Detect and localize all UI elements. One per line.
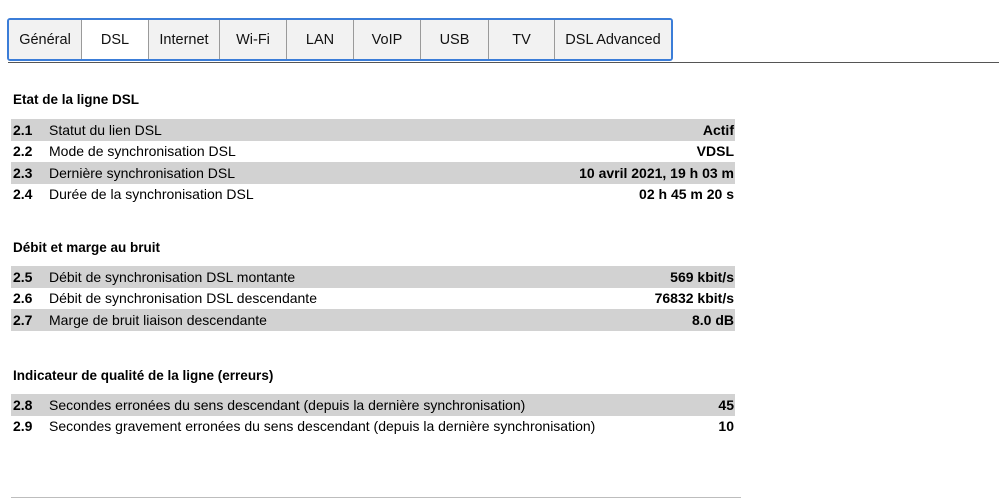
row-number: 2.7 <box>13 311 33 328</box>
row-value: 02 h 45 m 20 s <box>639 186 734 203</box>
tab-list <box>7 18 673 61</box>
row-number: 2.4 <box>13 186 33 203</box>
tab-bar <box>0 0 999 64</box>
table-row <box>11 394 735 416</box>
tab-tv[interactable]: TV <box>489 20 555 59</box>
table-row <box>11 309 735 331</box>
row-label: Durée de la synchronisation DSL <box>49 186 254 203</box>
row-value: 45 <box>718 396 734 413</box>
tab-lan[interactable]: LAN <box>287 20 354 59</box>
row-label: Dernière synchronisation DSL <box>49 164 235 181</box>
section-title-rate-and-noise-margin: Débit et marge au bruit <box>13 240 161 255</box>
tab-dsl-advanced[interactable]: DSL Advanced <box>555 20 671 59</box>
table-row <box>11 416 735 438</box>
tab-general[interactable]: Général <box>9 20 82 59</box>
row-label: Marge de bruit liaison descendante <box>49 311 267 328</box>
row-label: Mode de synchronisation DSL <box>49 143 236 160</box>
row-number: 2.8 <box>13 396 33 413</box>
tab-usb[interactable]: USB <box>421 20 489 59</box>
footer-divider <box>11 497 741 498</box>
row-number: 2.3 <box>13 164 33 181</box>
section-title-line-quality-errors: Indicateur de qualité de la ligne (erreurs) <box>13 368 274 383</box>
table-row <box>11 141 735 163</box>
table-row <box>11 288 735 310</box>
row-value: 10 avril 2021, 19 h 03 m <box>579 164 734 181</box>
row-number: 2.1 <box>13 121 33 138</box>
dsl-line-state-table <box>11 119 735 205</box>
rate-and-noise-margin-table <box>11 266 735 331</box>
row-label: Débit de synchronisation DSL descendante <box>49 290 317 307</box>
section-title-dsl-line-state: Etat de la ligne DSL <box>13 92 140 107</box>
row-number: 2.2 <box>13 143 33 160</box>
table-row <box>11 266 735 288</box>
row-number: 2.6 <box>13 290 33 307</box>
row-label: Secondes erronées du sens descendant (depuis la dernière synchronisation) <box>49 396 526 413</box>
tab-dsl[interactable]: DSL <box>82 20 149 59</box>
row-value: 8.0 dB <box>691 311 734 328</box>
row-value: 76832 kbit/s <box>654 290 734 307</box>
tab-voip[interactable]: VoIP <box>354 20 421 59</box>
row-number: 2.9 <box>13 418 33 435</box>
tab-bar-divider <box>8 62 999 63</box>
tab-wifi[interactable]: Wi-Fi <box>220 20 287 59</box>
table-row <box>11 184 735 206</box>
line-quality-errors-table <box>11 394 735 437</box>
row-value: VDSL <box>696 143 734 160</box>
row-label: Statut du lien DSL <box>49 121 162 138</box>
row-value: 569 kbit/s <box>670 268 734 285</box>
row-value: Actif <box>702 121 734 138</box>
tab-internet[interactable]: Internet <box>149 20 220 59</box>
row-label: Débit de synchronisation DSL montante <box>49 268 296 285</box>
table-row <box>11 119 735 141</box>
row-value: 10 <box>718 418 734 435</box>
table-row <box>11 162 735 184</box>
row-number: 2.5 <box>13 268 33 285</box>
row-label: Secondes gravement erronées du sens descendant (depuis la dernière synchronisation) <box>49 418 596 435</box>
